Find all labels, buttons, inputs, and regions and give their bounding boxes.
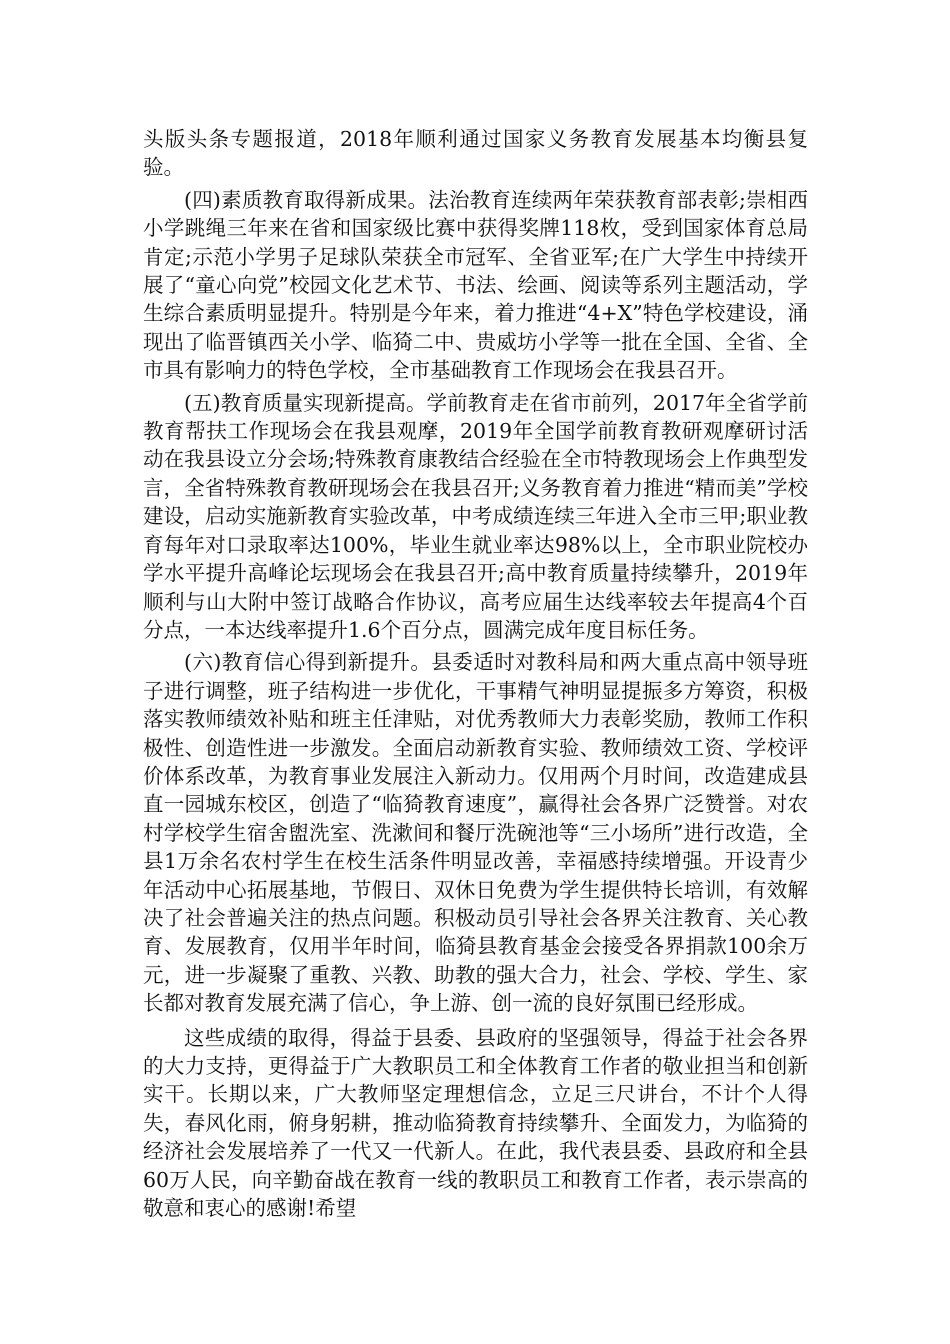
document-body: [143, 125, 808, 1226]
paragraph-education-quality: (五)教育质量实现新提高。学前教育走在省市前列，2017年全省学前教育帮扶工作现场会在我县观摩，2019年全国学前教育教研观摩研讨活动在我县设立分会场;特殊教育康教结合经验在全市特教现场会上作典型发言，全省特殊教育教研现场会在我县召开;义务教育着力推进“精而美”学校建设，启动实施新教育实验改革，中考成绩连续三年进入全市三甲;职业教育每年对口录取率达100%，毕业生就业率达98%以上，全市职业院校办学水平提升高峰论坛现场会在我县召开;高中教育质量持续攀升，2019年顺利与山大附中签订战略合作协议，高考应届生达线率较去年提高4个百分点，一本达线率提升1.6个百分点，圆满完成年度目标任务。: [143, 390, 808, 642]
paragraph-education-confidence: (六)教育信心得到新提升。县委适时对教科局和两大重点高中领导班子进行调整，班子结构进一步优化，干事精气神明显提振多方筹资，积极落实教师绩效补贴和班主任津贴，对优秀教师大力表彰奖励，教师工作积极性、创造性进一步激发。全面启动新教育实验、教师绩效工资、学校评价体系改革，为教育事业发展注入新动力。仅用两个月时间，改造建成县直一园城东校区，创造了“临猗教育速度”，赢得社会各界广泛赞誉。对农村学校学生宿舍盥洗室、洗漱间和餐厅洗碗池等“三小场所”进行改造，全县1万余名农村学生在校生活条件明显改善，幸福感持续增强。开设青少年活动中心拓展基地，节假日、双休日免费为学生提供特长培训，有效解决了社会普遍关注的热点问题。积极动员引导社会各界关注教育、关心教育、发展教育，仅用半年时间，临猗县教育基金会接受各界捐款100余万元，进一步凝聚了重教、兴教、助教的强大合力，社会、学校、学生、家长都对教育发展充满了信心，争上游、创一流的良好氛围已经形成。: [143, 650, 808, 1016]
paragraph-achievements: 这些成绩的取得，得益于县委、县政府的坚强领导，得益于社会各界的大力支持，更得益于广大教职员工和全体教育工作者的敬业担当和创新实干。长期以来，广大教师坚定理想信念，立足三尺讲台，不计个人得失，春风化雨，俯身躬耕，推动临猗教育持续攀升、全面发力，为临猗的经济社会发展培养了一代又一代新人。在此，我代表县委、县政府和全县60万人民，向辛勤奋战在教育一线的教职员工和教育工作者，表示崇高的敬意和衷心的感谢!希望: [143, 1025, 808, 1221]
paragraph-continuation: 头版头条专题报道，2018年顺利通过国家义务教育发展基本均衡县复验。: [143, 127, 808, 180]
paragraph-quality-education: (四)素质教育取得新成果。法治教育连续两年荣获教育部表彰;崇相西小学跳绳三年来在省和国家级比赛中获得奖牌118枚，受到国家体育总局肯定;示范小学男子足球队荣获全市冠军、全省亚军;在广大学生中持续开展了“童心向党”校园文化艺术节、书法、绘画、阅读等系列主题活动，学生综合素质明显提升。特别是今年来，着力推进“4+X”特色学校建设，涌现出了临晋镇西关小学、临猗二中、贵威坊小学等一批在全国、全省、全市具有影响力的特色学校，全市基础教育工作现场会在我县召开。: [143, 187, 808, 383]
